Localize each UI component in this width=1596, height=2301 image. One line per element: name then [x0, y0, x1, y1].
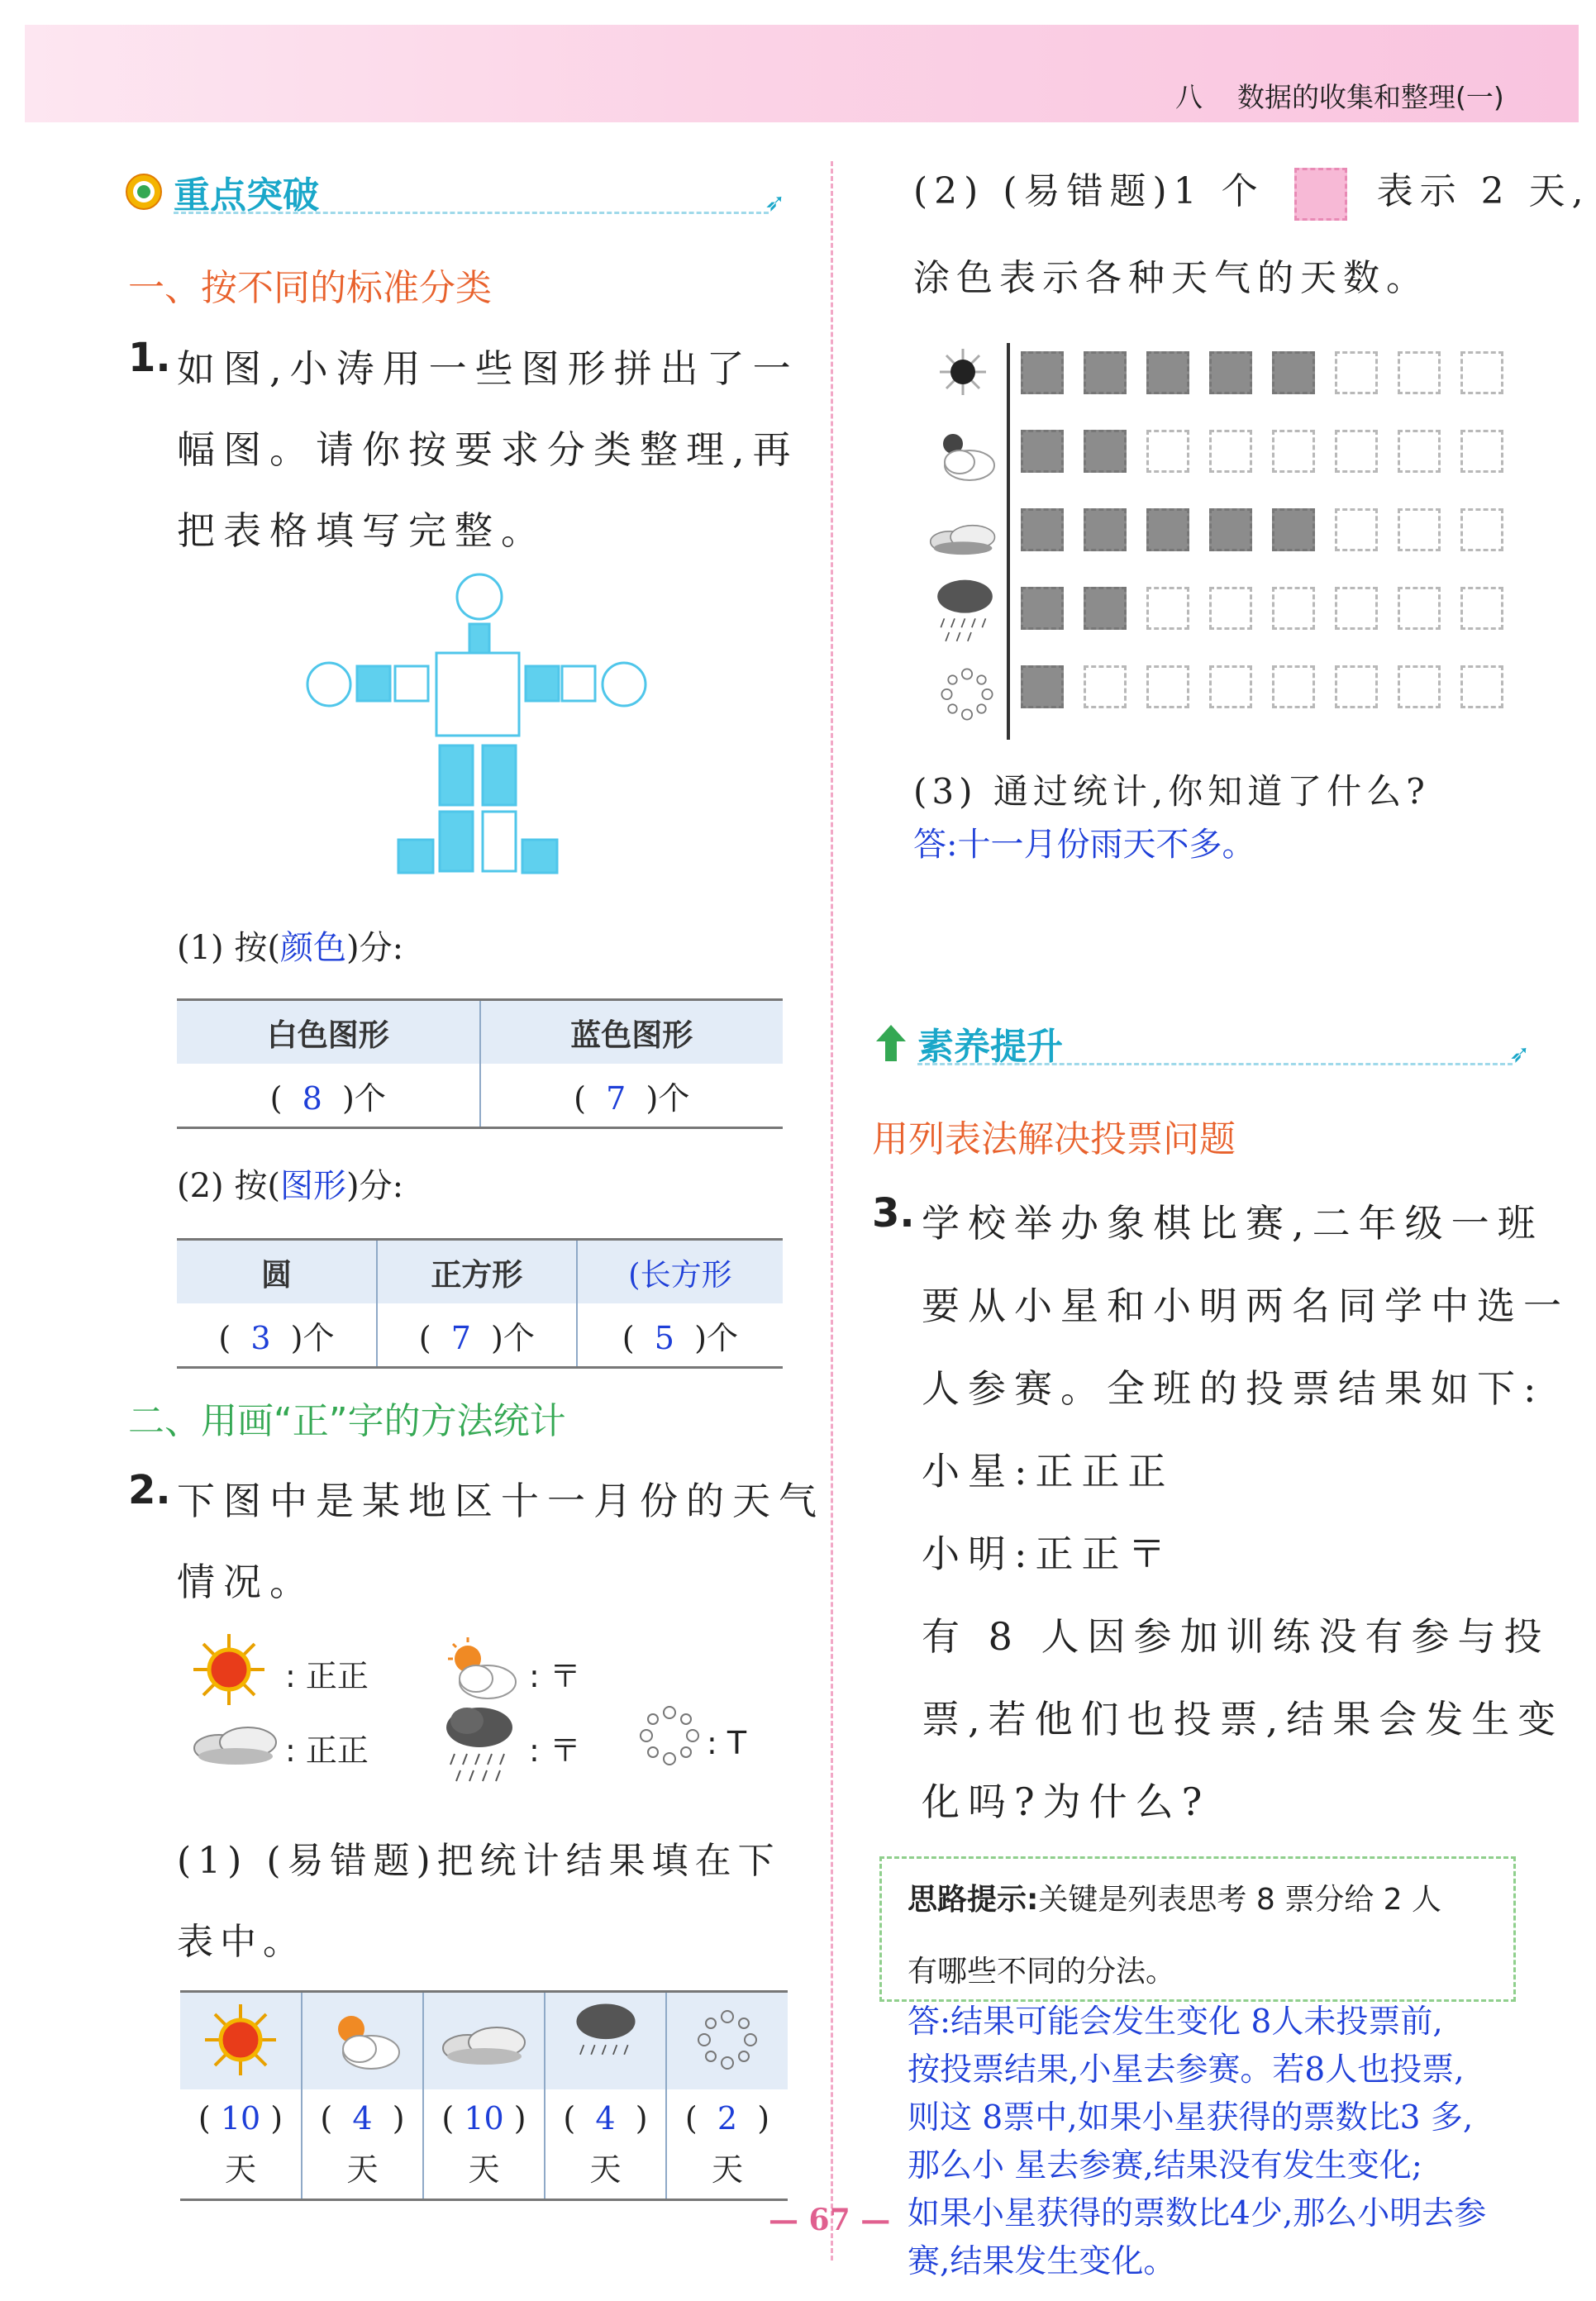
shaded-cell: [1084, 351, 1127, 394]
shaded-cell: [1084, 508, 1127, 551]
answer-line-2: 按投票结果,小星去参赛。若8人也投票,: [908, 2051, 1465, 2089]
empty-cell: [1335, 430, 1378, 473]
header-square: 正方形: [377, 1240, 577, 1304]
table-row: [177, 1303, 783, 1368]
partly-cloudy-icon: [322, 2003, 404, 2077]
empty-cell: [1272, 665, 1315, 708]
partly-cloudy-header: [302, 1992, 423, 2090]
unit: 个: [706, 1319, 738, 1356]
shaded-cell: [1272, 351, 1315, 394]
empty-cell: [1460, 430, 1503, 473]
q3-line-8: 化吗?为什么?: [922, 1779, 1211, 1824]
q3-line-6: 有 8 人因参加训练没有参与投: [922, 1614, 1551, 1659]
answer-line-5: 如果小星获得的票数比4少,那么小明去参: [908, 2195, 1487, 2232]
q3-line-3: 人参赛。全班的投票结果如下:: [922, 1366, 1545, 1411]
blue-count-cell: ( 7 )个: [574, 1079, 690, 1117]
table-header-row: [177, 1000, 783, 1065]
left-leg-lower: [440, 812, 473, 871]
footer-dash-left: —: [769, 2203, 798, 2237]
empty-cell: [1335, 665, 1378, 708]
section-underline: [174, 212, 769, 214]
empty-cell: [1460, 351, 1503, 394]
sunny-header: [180, 1992, 302, 2090]
empty-cell: [1084, 665, 1127, 708]
square-count: 7: [450, 1319, 471, 1356]
grid-row-icons: [922, 335, 1004, 748]
blue-count: 7: [606, 1079, 626, 1117]
empty-cell: [1146, 430, 1189, 473]
sunny-icon: [190, 1632, 269, 1707]
q2-part-2-prefix: (2) (易错题)1 个: [913, 170, 1265, 212]
snow-icon: [694, 2007, 760, 2073]
q3-line-1: 学校举办象棋比赛,二年级一班: [922, 1201, 1544, 1246]
left-foot: [398, 840, 433, 873]
square-count-cell: ( 7 )个: [377, 1303, 577, 1368]
shaded-cell: [1209, 508, 1252, 551]
hint-line-1: [908, 1876, 1441, 1918]
q2-part-2-line-2: 涂色表示各种天气的天数。: [913, 257, 1429, 299]
shape-classification-table: [177, 1238, 783, 1369]
hint-text: 关键是列表思考 8 票分给 2 人: [1038, 1883, 1441, 1917]
q1-part-2-prefix: (2) 按(: [177, 1167, 280, 1205]
right-foot: [522, 840, 557, 873]
page-number-footer: [769, 2203, 890, 2237]
circle-count-cell: ( 3 )个: [177, 1303, 377, 1368]
robot-shape-figure: [298, 570, 669, 884]
rain-header: [545, 1992, 666, 2090]
sunny-days: 10: [220, 2100, 261, 2137]
rectangle-count-cell: ( 5 )个: [622, 1319, 738, 1356]
partly-cloudy-days: 4: [352, 2100, 373, 2137]
weather-pictograph: [922, 335, 1517, 748]
shaded-cell: [1146, 351, 1189, 394]
shaded-cell: [1272, 508, 1315, 551]
unit: 个: [354, 1079, 386, 1117]
cloudy-icon: [439, 2011, 530, 2069]
hint-line-2: 有哪些不同的分法。: [908, 1955, 1176, 1989]
rain-icon: [573, 1998, 639, 2081]
section-underline: [917, 1063, 1513, 1065]
sub-heading-3: 用列表法解决投票问题: [872, 1118, 1236, 1160]
empty-cell: [1209, 587, 1252, 630]
body-square: [436, 653, 519, 736]
white-count-cell: ( 8 )个: [177, 1064, 480, 1128]
grid-axis: [1007, 343, 1010, 740]
snow-header: [666, 1992, 788, 2090]
empty-cell: [1398, 587, 1441, 630]
empty-cell: [1146, 587, 1189, 630]
rain-days: 4: [595, 2100, 616, 2137]
left-hand-circle: [307, 663, 350, 706]
q3-line-4: 小星:正正正: [922, 1449, 1174, 1494]
cloudy-icon: [922, 512, 1004, 558]
sunny-icon: [938, 347, 988, 397]
question-2-number: 2.: [128, 1467, 171, 1513]
empty-cell: [1146, 665, 1189, 708]
empty-cell: [1335, 587, 1378, 630]
circle-count: 3: [250, 1319, 271, 1356]
q2-part-2-suffix: 表示 2 天,: [1376, 170, 1590, 212]
unit: 天: [346, 2151, 379, 2188]
q3-answer: [908, 1998, 1585, 2286]
cloudy-days-cell: ( 10 ) 天: [423, 2089, 545, 2200]
cloudy-header: [423, 1992, 545, 2090]
left-arm-square-2: [395, 666, 428, 701]
snow-icon: [938, 665, 996, 723]
shaded-cell: [1209, 351, 1252, 394]
header-rectangle: (长方形: [577, 1240, 783, 1304]
snow-days-cell: ( 2 ) 天: [684, 2100, 770, 2188]
head-circle: [457, 574, 502, 619]
empty-cell: [1272, 430, 1315, 473]
header-blue-shapes: 蓝色图形: [480, 1000, 784, 1065]
right-arm-square-2: [562, 666, 595, 701]
header-white-shapes: 白色图形: [177, 1000, 480, 1065]
answer-line-6: 赛,结果发生变化。: [908, 2243, 1176, 2280]
right-arm-square-1: [526, 666, 559, 701]
q1-part-1-prefix: (1) 按(: [177, 929, 280, 967]
q1-line-3: 把表格填写完整。: [177, 508, 547, 553]
q3-line-7: 票,若他们也投票,结果会发生变: [922, 1697, 1565, 1741]
shaded-cell: [1021, 430, 1064, 473]
cloudy-icon: [190, 1711, 281, 1769]
q3-line-2: 要从小星和小明两名同学中选一: [922, 1284, 1570, 1328]
table-header-row: [177, 1240, 783, 1304]
partly-cloudy-days-cell: ( 4 ) 天: [302, 2089, 423, 2200]
weather-tally-legend: [190, 1632, 818, 1798]
empty-cell: [1272, 587, 1315, 630]
empty-cell: [1460, 508, 1503, 551]
section-focus-title: 重点突破: [174, 174, 319, 217]
rain-icon: [442, 1703, 517, 1794]
answer-line-3: 则这 8票中,如果小星获得的票数比3 多,: [908, 2099, 1474, 2137]
q2-part-2: [913, 161, 1590, 221]
unit: 个: [303, 1319, 335, 1356]
q2-part-3: (3) 通过统计,你知道了什么?: [913, 771, 1430, 812]
empty-cell: [1460, 587, 1503, 630]
partly-cloudy-tally: : 〒: [529, 1658, 581, 1694]
unit: 天: [711, 2151, 743, 2188]
empty-cell: [1335, 508, 1378, 551]
answer-line-1: 答:结果可能会发生变化 8人未投票前,: [908, 2003, 1443, 2041]
empty-cell: [1398, 665, 1441, 708]
rectangle-count: 5: [654, 1319, 674, 1356]
shaded-cell: [1021, 508, 1064, 551]
q1-part-1-suffix: )分:: [345, 929, 404, 967]
footer-dash-right: —: [860, 2203, 891, 2237]
q2-line-1: 下图中是某地区十一月份的天气: [177, 1479, 825, 1523]
empty-cell: [1398, 351, 1441, 394]
chapter-number: 八: [1175, 81, 1203, 113]
snow-icon: [636, 1703, 703, 1769]
q2-line-2: 情况。: [177, 1560, 316, 1604]
q3-line-5: 小明:正正〒: [922, 1532, 1174, 1576]
unit: 个: [658, 1079, 690, 1117]
color-classification-table: [177, 998, 783, 1129]
q1-part-2-suffix: )分:: [345, 1167, 404, 1205]
empty-cell: [1209, 665, 1252, 708]
unit: 天: [589, 2151, 622, 2188]
right-leg-upper: [483, 746, 516, 805]
q1-part-1-answer: 颜色: [279, 929, 346, 967]
q1-line-1: 如图,小涛用一些图形拼出了一: [177, 346, 799, 391]
right-leg-lower: [483, 812, 516, 871]
arrow-icon: ➶: [765, 188, 786, 217]
section-improve-heading: [874, 1017, 1536, 1069]
snow-tally: : T: [707, 1725, 747, 1761]
table-row: [180, 2089, 788, 2200]
q1-part-2-answer: 图形: [279, 1167, 346, 1205]
arrow-icon: ➶: [1509, 1040, 1531, 1069]
table-header-row: [180, 1992, 788, 2090]
snow-days: 2: [717, 2100, 738, 2137]
q1-part-2: [177, 1160, 403, 1207]
partly-cloudy-icon: [928, 424, 998, 486]
unit: 个: [503, 1319, 535, 1356]
pink-square-icon: [1294, 168, 1347, 221]
chapter-header: [1175, 76, 1504, 115]
shaded-cell: [1084, 430, 1127, 473]
section-improve-title: 素养提升: [917, 1026, 1063, 1068]
pictograph-grid: [1021, 351, 1517, 740]
left-leg-upper: [440, 746, 473, 805]
table-row: [177, 1064, 783, 1128]
hint-label: 思路提示:: [908, 1883, 1039, 1917]
q2-part-3-answer: 答:十一月份雨天不多。: [913, 826, 1255, 864]
empty-cell: [1398, 430, 1441, 473]
empty-cell: [1335, 351, 1378, 394]
answer-line-4: 那么小 星去参赛,结果没有发生变化;: [908, 2147, 1422, 2184]
column-divider: [831, 161, 833, 2261]
empty-cell: [1398, 508, 1441, 551]
right-hand-circle: [603, 663, 646, 706]
shaded-cell: [1021, 587, 1064, 630]
empty-cell: [1209, 430, 1252, 473]
unit: 天: [468, 2151, 500, 2188]
weather-days-table: [180, 1990, 788, 2201]
shaded-cell: [1021, 351, 1064, 394]
shaded-cell: [1084, 587, 1127, 630]
target-icon: [124, 172, 164, 212]
rain-days-cell: ( 4 ) 天: [545, 2089, 666, 2200]
partly-cloudy-icon: [438, 1632, 521, 1707]
sunny-days-cell: ( 10 ) 天: [180, 2089, 302, 2200]
shaded-cell: [1146, 508, 1189, 551]
sub-heading-2: 二、用画“正”字的方法统计: [128, 1400, 566, 1442]
q2-part-1-line-1: (1) (易错题)把统计结果填在下: [177, 1840, 781, 1882]
sub-heading-1: 一、按不同的标准分类: [128, 267, 492, 309]
cloudy-tally: : 正正: [285, 1732, 369, 1769]
q1-line-2: 幅图。请你按要求分类整理,再: [177, 427, 799, 472]
rain-tally: : 〒: [529, 1732, 581, 1769]
unit: 天: [224, 2151, 256, 2188]
rain-icon: [934, 574, 996, 653]
sunny-icon: [202, 2003, 280, 2077]
question-3-number: 3.: [872, 1190, 915, 1236]
shaded-cell: [1021, 665, 1064, 708]
q1-part-1: [177, 922, 403, 969]
section-focus-heading: [124, 165, 785, 215]
sunny-tally: : 正正: [285, 1658, 369, 1694]
up-arrow-icon: [874, 1023, 908, 1063]
page-number: 67: [808, 2203, 850, 2237]
left-arm-square-1: [357, 666, 390, 701]
empty-cell: [1460, 665, 1503, 708]
header-circle: 圆: [177, 1240, 377, 1304]
cloudy-days: 10: [464, 2100, 504, 2137]
chapter-title: 数据的收集和整理(一): [1236, 81, 1504, 113]
question-1-number: 1.: [128, 335, 171, 381]
white-count: 8: [302, 1079, 322, 1117]
q2-part-1-line-2: 表中。: [177, 1921, 306, 1963]
